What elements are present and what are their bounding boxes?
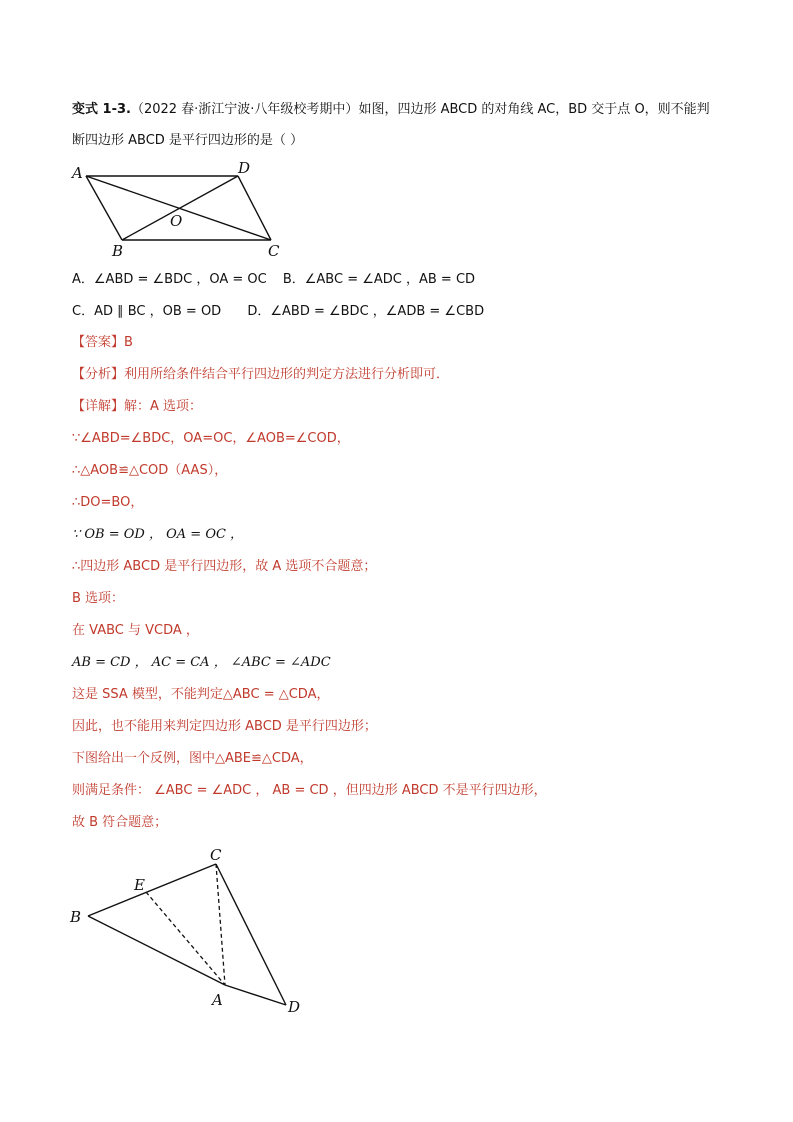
label-c: C — [268, 242, 280, 260]
detail-line-5: ∴四边形 ABCD 是平行四边形，故 A 选项不合题意； — [72, 559, 377, 574]
label-o: O — [170, 212, 183, 230]
question-source: （2022 春·浙江宁波·八年级校考期中） — [130, 102, 359, 117]
dashed-ea — [146, 892, 225, 985]
detail-line-6: B 选项： — [72, 591, 125, 606]
question-line-1 — [72, 101, 710, 119]
edge-ba — [88, 916, 225, 985]
label-d: D — [238, 159, 251, 177]
option-a: A．∠ABD = ∠BDC ，OA = OC — [72, 272, 267, 287]
edge-cd — [216, 864, 286, 1005]
detail-line-1: ∵∠ABD=∠BDC，OA=OC，∠AOB=∠COD， — [72, 431, 350, 446]
detail-line-3: ∴DO=BO， — [72, 495, 144, 510]
option-row-1 — [72, 271, 475, 289]
option-d: D．∠ABD = ∠BDC ，∠ADB = ∠CBD — [247, 304, 485, 319]
question-label: 变式 1-3. — [72, 102, 131, 117]
detail-line-7: 在 VABC 与 VCDA ， — [72, 623, 199, 638]
detail-line-9: 这是 SSA 模型，不能判定△ABC = △CDA， — [72, 687, 330, 702]
analysis-line — [72, 366, 449, 384]
diagonal-bd — [122, 176, 238, 240]
detail-line-12: 则满足条件： ∠ABC = ∠ADC ， AB = CD ，但四边形 ABCD 不是平行四边形， — [72, 783, 547, 798]
detail-line-0: 【详解】解：A 选项： — [72, 399, 203, 414]
question-stem-2: 断四边形 ABCD 是平行四边形的是（ ） — [72, 133, 304, 148]
detail-line-10: 因此，也不能用来判定四边形 ABCD 是平行四边形； — [72, 719, 377, 734]
dashed-ca — [216, 864, 225, 985]
parallelogram-figure — [66, 158, 296, 262]
detail-line-2: ∴△AOB≌△COD（AAS）， — [72, 463, 228, 478]
answer-value: B — [124, 335, 133, 350]
detail-tag: 【详解】 — [72, 399, 125, 414]
label-b: B — [70, 908, 82, 926]
label-c: C — [210, 846, 222, 864]
edge-bc — [88, 864, 216, 916]
option-c: C．AD ∥ BC ，OB = OD — [72, 304, 222, 319]
label-e: E — [134, 876, 145, 894]
label-a: A — [72, 164, 83, 182]
edge-ab — [86, 176, 122, 240]
label-a: A — [212, 991, 223, 1009]
answer-line — [72, 334, 133, 352]
answer-tag: 【答案】 — [72, 335, 125, 350]
counterexample-figure — [60, 840, 320, 1020]
analysis-text: 利用所给条件结合平行四边形的判定方法进行分析即可． — [124, 367, 450, 382]
detail-line-11: 下图给出一个反例，图中△ABE≌△CDA， — [72, 751, 313, 766]
detail-line-13: 故 B 符合题意； — [72, 815, 168, 830]
question-stem-1: 如图，四边形 ABCD 的对角线 AC，BD 交于点 O，则不能判 — [358, 102, 710, 117]
label-b: B — [112, 242, 124, 260]
label-d: D — [288, 998, 301, 1016]
option-b: B．∠ABC = ∠ADC ，AB = CD — [282, 272, 476, 287]
option-row-2 — [72, 303, 484, 321]
detail-line-4: ∵ OB = OD ， OA = OC ， — [72, 527, 244, 542]
analysis-tag: 【分析】 — [72, 367, 125, 382]
detail-line-8: AB = CD ， AC = CA ， ∠ABC = ∠ADC — [72, 655, 331, 670]
